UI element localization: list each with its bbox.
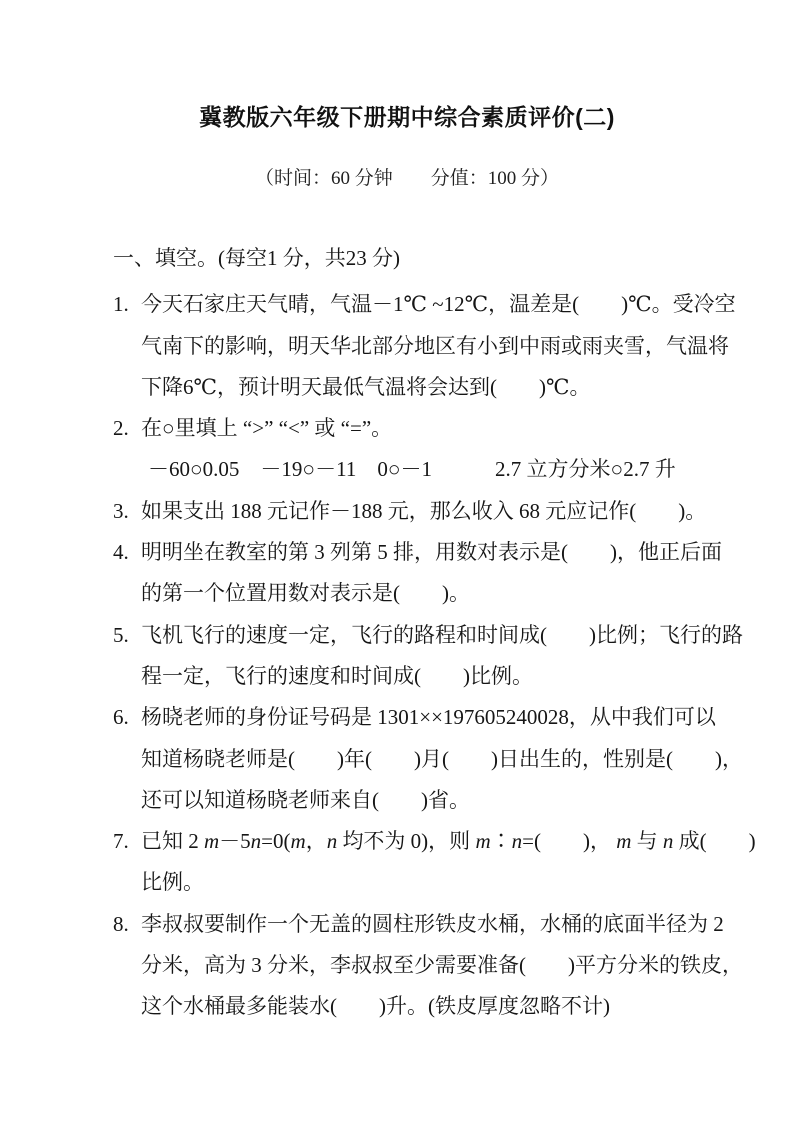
text-segment: 程一定，飞行的速度和时间成( )比例。 [141, 663, 533, 688]
question-line [113, 573, 701, 614]
text-segment: 成( ) [673, 829, 756, 854]
question-line [113, 408, 701, 449]
question-line [113, 739, 743, 780]
text-segment: =0( [261, 829, 291, 854]
question-line [113, 449, 701, 490]
question-line [113, 491, 707, 532]
question-line [113, 986, 701, 1027]
question-line [113, 284, 736, 325]
question-number: 8. [113, 911, 129, 936]
questions [113, 284, 756, 1027]
question-number: 7. [113, 829, 129, 854]
text-segment: 比例。 [141, 870, 204, 895]
question-line [113, 656, 701, 697]
text-segment: 的第一个位置用数对表示是( )。 [141, 581, 470, 606]
section-heading: 一、填空。(每空1 分，共23 分) [113, 246, 400, 270]
text-segment: m [616, 829, 632, 854]
question-line [113, 326, 729, 367]
text-segment: 李叔叔要制作一个无盖的圆柱形铁皮水桶，水桶的底面半径为 2 [141, 911, 724, 936]
question-number: 1. [113, 292, 129, 317]
question-number: 6. [113, 705, 129, 730]
question-line [113, 904, 724, 945]
text-segment: 在○里填上 “>” “<” 或 “=”。 [141, 416, 393, 441]
text-segment: 知道杨晓老师是( )年( )月( )日出生的，性别是( )， [141, 746, 743, 771]
text-segment: 这个水桶最多能装水( )升。(铁皮厚度忽略不计) [141, 994, 610, 1019]
text-segment: 下降6℃，预计明天最低气温将会达到( )℃。 [141, 374, 591, 399]
question-line [113, 367, 701, 408]
text-segment: m [204, 829, 220, 854]
text-segment: 均不为 0)，则 [337, 829, 476, 854]
text-segment: 如果支出 188 元记作－188 元，那么收入 68 元应记作( )。 [141, 498, 707, 523]
question-line [113, 697, 716, 738]
text-segment: m [475, 829, 491, 854]
text-segment: n [250, 829, 262, 854]
text-segment: 还可以知道杨晓老师来自( )省。 [141, 787, 470, 812]
text-segment: 已知 2 [141, 829, 204, 854]
question-line [113, 945, 743, 986]
question-number: 5. [113, 622, 129, 647]
text-segment: 杨晓老师的身份证号码是 1301××197605240028，从中我们可以 [141, 705, 716, 730]
question-line [113, 615, 743, 656]
exam-meta: （时间：60 分钟 分值：100 分） [254, 168, 559, 189]
text-segment: 与 [631, 829, 663, 854]
question-line [113, 821, 756, 862]
text-segment: n [662, 829, 674, 854]
text-segment: m [290, 829, 306, 854]
text-segment: ， [305, 829, 327, 854]
exam-title: 冀教版六年级下册期中综合素质评价(二) [199, 104, 615, 130]
text-segment: 明明坐在教室的第 3 列第 5 排，用数对表示是( )，他正后面 [141, 540, 722, 565]
text-segment: 今天石家庄天气晴，气温－1℃ ~12℃，温差是( )℃。受冷空 [141, 292, 736, 317]
text-segment: 分米，高为 3 分米，李叔叔至少需要准备( )平方分米的铁皮， [141, 953, 743, 978]
question-number: 2. [113, 416, 129, 441]
question-line [113, 780, 701, 821]
question-number: 3. [113, 498, 129, 523]
question-line [113, 862, 701, 903]
question-number: 4. [113, 540, 129, 565]
text-segment: 气南下的影响，明天华北部分地区有小到中雨或雨夹雪，气温将 [141, 333, 729, 358]
text-segment: －60○0.05 －19○－11 0○－1 2.7 立方分米○2.7 升 [148, 457, 676, 482]
text-segment: n [511, 829, 523, 854]
text-segment: －5 [219, 829, 251, 854]
text-segment: =( )， [522, 829, 617, 854]
text-segment: 飞机飞行的速度一定，飞行的路程和时间成( )比例；飞行的路 [141, 622, 743, 647]
text-segment: ∶ [490, 829, 512, 854]
question-line [113, 532, 722, 573]
text-segment: n [326, 829, 338, 854]
section-fill-in-the-blanks [113, 238, 756, 1028]
